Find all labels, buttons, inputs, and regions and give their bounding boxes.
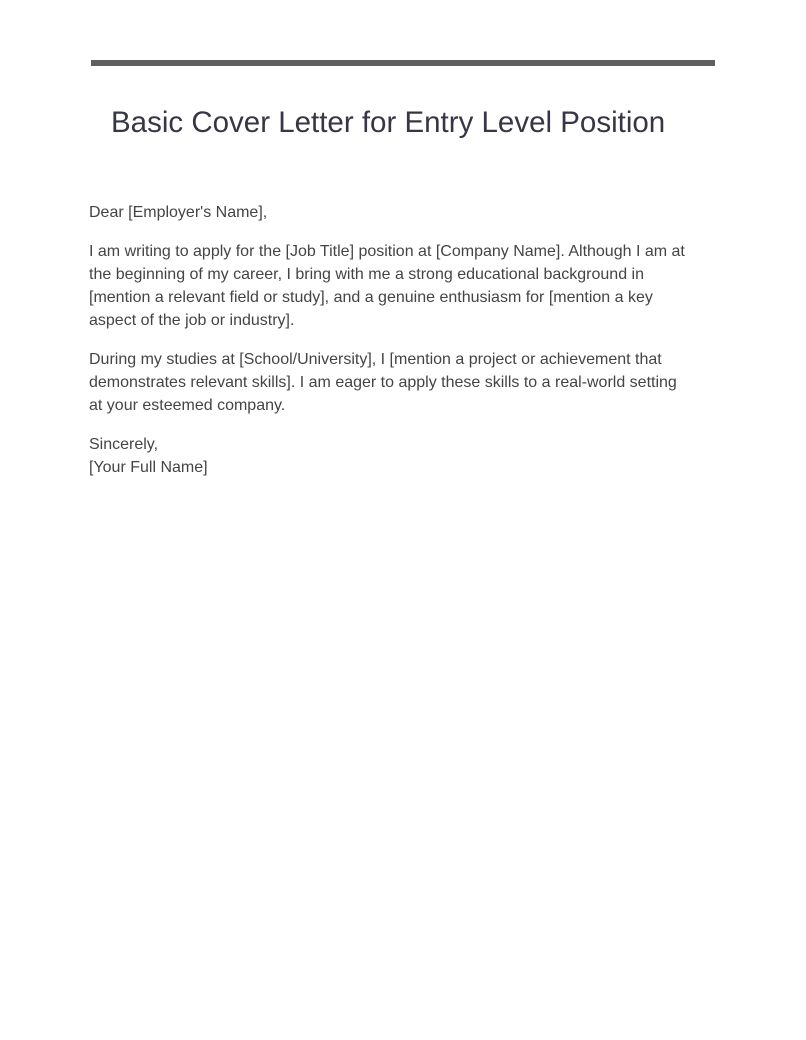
signature: [Your Full Name] [89,459,208,476]
paragraph-intro: I am writing to apply for the [Job Title] position at [Company Name]. Although I am at the beginning of my career, I bring with me a strong educational background in [mention a relevant field or study], and a genuine enthusiasm for [mention a key aspect of the job or industry]. [89,243,685,329]
header-rule [91,60,715,66]
page-title: Basic Cover Letter for Entry Level Position [111,106,666,139]
letter-body [89,201,689,479]
closing-line: Sincerely, [89,436,159,453]
paragraph-studies: During my studies at [School/University], I [mention a project or achievement that demonstrates relevant skills]. I am eager to apply these skills to a real-world setting at your esteemed company. [89,351,677,414]
closing-block [89,433,689,479]
salutation: Dear [Employer's Name], [89,204,268,221]
